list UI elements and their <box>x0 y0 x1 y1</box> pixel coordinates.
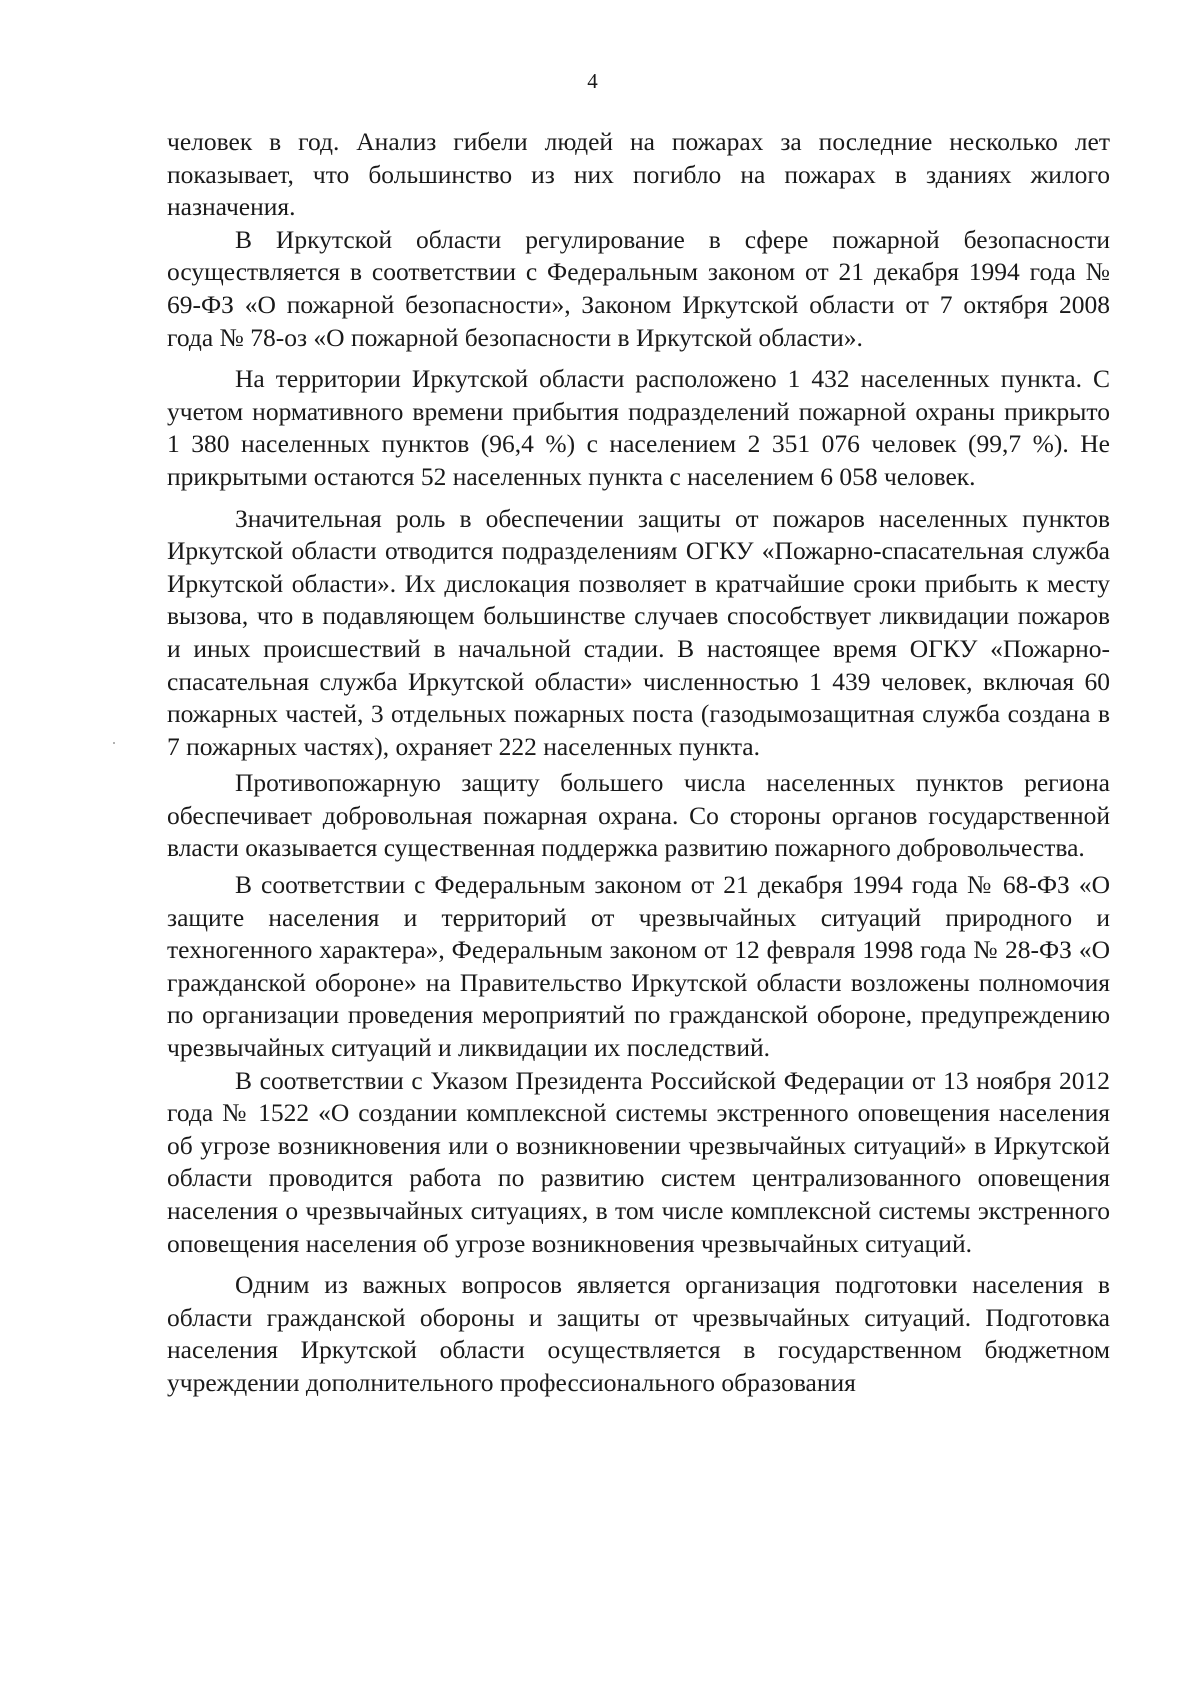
paragraph-fire-deaths-continuation: человек в год. Анализ гибели людей на пожарах за последние несколько лет показывает, что большинство из них погибло на пожарах в зданиях жилого назначения. <box>167 127 1110 222</box>
page-number: 4 <box>587 69 598 93</box>
paragraph-population-training: Одним из важных вопросов является организация подготовки населения в области гражданской обороны и защиты от чрезвычайных ситуаций. Подготовка населения Иркутской области осуществляется в государственном бюджетном учреждении дополнительного профессионального образования <box>167 1270 1110 1397</box>
paragraph-civil-defense-law: В соответствии с Федеральным законом от 21 декабря 1994 года № 68-ФЗ «О защите населения и территорий от чрезвычайных ситуаций природного и техногенного характера», Федеральным законом от 12 февраля 1998 года № 28-ФЗ «О гражданской обороне» на Правительство Иркутской области возложены полномочия по организации проведения мероприятий по гражданской обороне, предупреждению чрезвычайных ситуаций и ликвидации их последствий. <box>167 870 1110 1063</box>
paragraph-fire-rescue-service: Значительная роль в обеспечении защиты от пожаров населенных пунктов Иркутской области отводится подразделениям ОГКУ «Пожарно-спасательная служба Иркутской области». Их дислокация позволяет в кратчайшие сроки прибыть к месту вызова, что в подавляющем большинстве случаев способствует ликвидации пожаров и иных происшествий в начальной стадии. В настоящее время ОГКУ «Пожарно-спасательная служба Иркутской области» численностью 1 439 человек, включая 60 пожарных частей, 3 отдельных пожарных поста (газодымозащитная служба создана в 7 пожарных частях), охраняет 222 населенных пункта. <box>167 503 1110 761</box>
document-body <box>167 126 1110 1400</box>
paragraph-fire-safety-regulation: В Иркутской области регулирование в сфере пожарной безопасности осуществляется в соответствии с Федеральным законом от 21 декабря 1994 года № 69-ФЗ «О пожарной безопасности», Законом Иркутской области от 7 октября 2008 года № 78-оз «О пожарной безопасности в Иркутской области». <box>167 224 1110 352</box>
scan-speck <box>113 742 115 744</box>
paragraph-emergency-warning-system: В соответствии с Указом Президента Российской Федерации от 13 ноября 2012 года № 1522 «О создании комплексной системы экстренного оповещения населения об угрозе возникновения или о возникновении чрезвычайных ситуаций» в Иркутской области проводится работа по развитию систем централизованного оповещения населения о чрезвычайных ситуациях, в том числе комплексной системы экстренного оповещения населения об угрозе возникновения чрезвычайных ситуаций. <box>167 1065 1110 1258</box>
paragraph-volunteer-fire-protection: Противопожарную защиту большего числа населенных пунктов региона обеспечивает добровольная пожарная охрана. Со стороны органов государственной власти оказывается существенная поддержка развитию пожарного добровольчества. <box>167 768 1110 863</box>
paragraph-settlements-coverage: На территории Иркутской области расположено 1 432 населенных пункта. С учетом нормативного времени прибытия подразделений пожарной охраны прикрыто 1 380 населенных пунктов (96,4 %) с населением 2 351 076 человек (99,7 %). Не прикрытыми остаются 52 населенных пункта с населением 6 058 человек. <box>167 364 1110 491</box>
